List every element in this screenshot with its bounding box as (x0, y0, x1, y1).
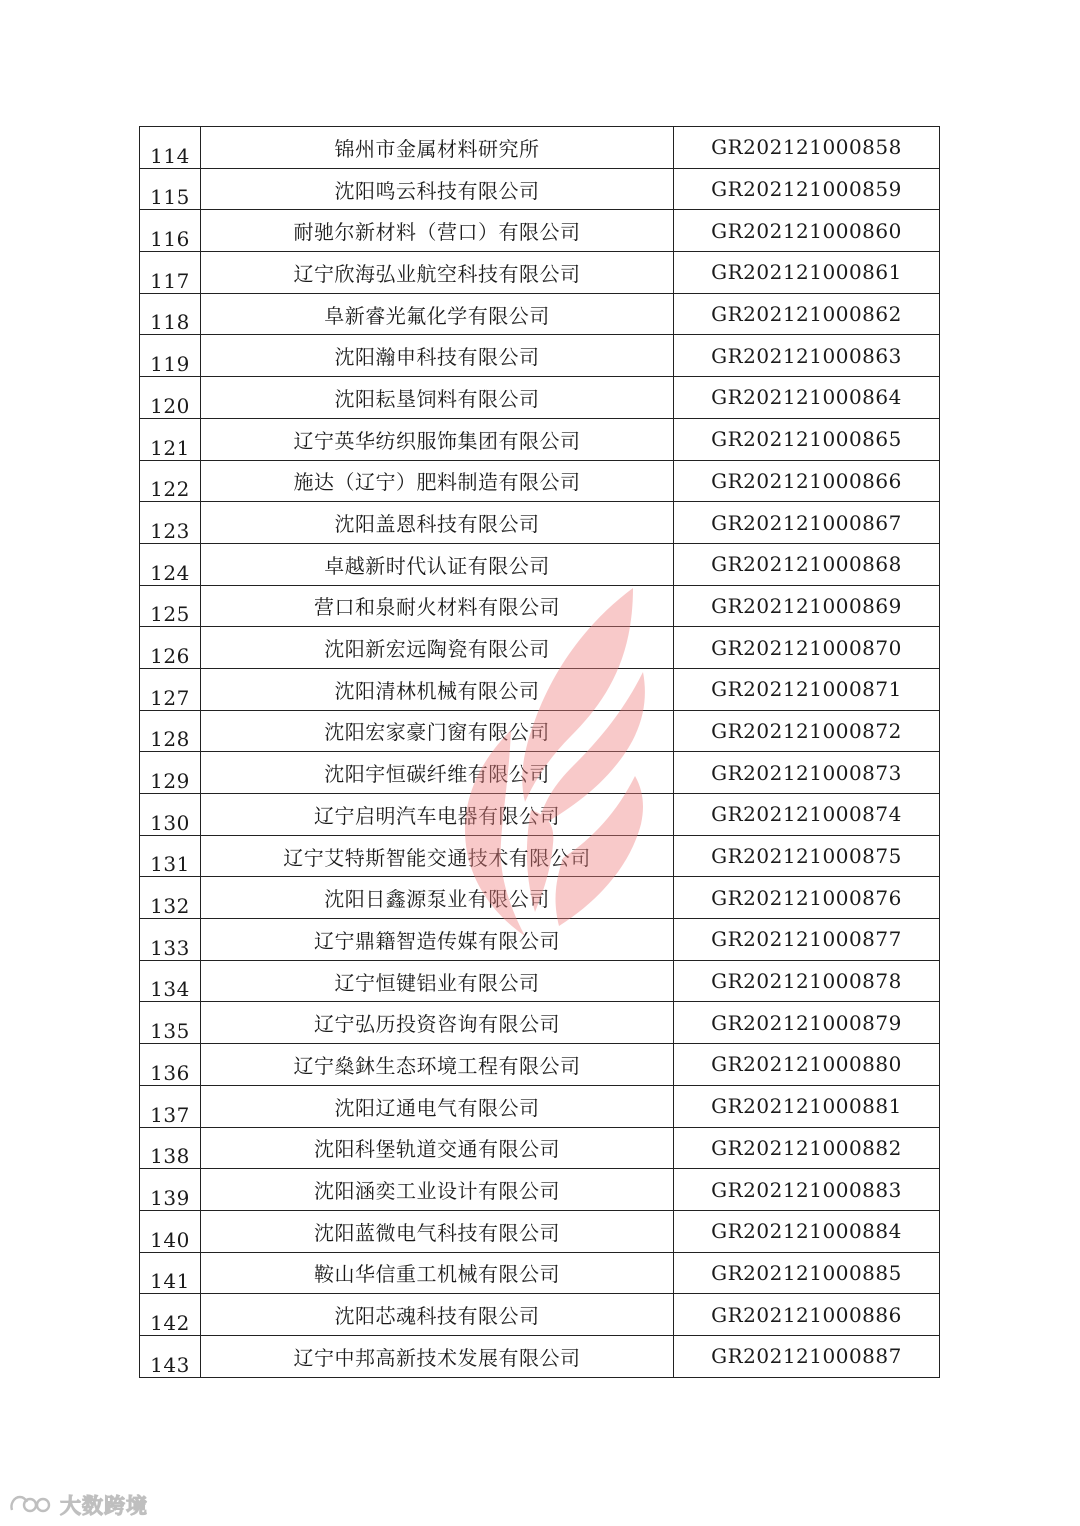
company-name: 辽宁恒键铝业有限公司 (201, 960, 674, 1002)
table-row (140, 668, 940, 710)
table-row (140, 502, 940, 544)
certificate-number: GR202121000873 (674, 752, 940, 794)
company-name: 沈阳蓝微电气科技有限公司 (201, 1210, 674, 1252)
row-number: 123 (140, 502, 201, 544)
table-row (140, 335, 940, 377)
row-number: 121 (140, 418, 201, 460)
table-row (140, 210, 940, 252)
certificate-number: GR202121000887 (674, 1335, 940, 1377)
corner-source-logo (8, 1490, 148, 1520)
table-row (140, 1210, 940, 1252)
company-table-body (140, 127, 940, 1378)
row-number: 116 (140, 210, 201, 252)
table-row (140, 710, 940, 752)
table-row (140, 293, 940, 335)
company-name: 施达（辽宁）肥料制造有限公司 (201, 460, 674, 502)
row-number: 117 (140, 252, 201, 294)
row-number: 118 (140, 293, 201, 335)
company-name: 沈阳芯魂科技有限公司 (201, 1294, 674, 1336)
table-row (140, 1294, 940, 1336)
table-row (140, 1335, 940, 1377)
row-number: 141 (140, 1252, 201, 1294)
table-row (140, 960, 940, 1002)
certificate-number: GR202121000866 (674, 460, 940, 502)
row-number: 129 (140, 752, 201, 794)
certificate-number: GR202121000880 (674, 1044, 940, 1086)
certificate-number: GR202121000881 (674, 1085, 940, 1127)
certificate-number: GR202121000865 (674, 418, 940, 460)
table-row (140, 627, 940, 669)
company-name: 辽宁弘历投资咨询有限公司 (201, 1002, 674, 1044)
row-number: 135 (140, 1002, 201, 1044)
row-number: 133 (140, 919, 201, 961)
row-number: 114 (140, 127, 201, 169)
certificate-number: GR202121000876 (674, 877, 940, 919)
certificate-number: GR202121000879 (674, 1002, 940, 1044)
row-number: 138 (140, 1127, 201, 1169)
row-number: 127 (140, 668, 201, 710)
row-number: 115 (140, 168, 201, 210)
table-row (140, 377, 940, 419)
row-number: 132 (140, 877, 201, 919)
corner-logo-text: 大数跨境 (60, 1494, 148, 1518)
row-number: 122 (140, 460, 201, 502)
table-row (140, 460, 940, 502)
certificate-number: GR202121000883 (674, 1169, 940, 1211)
row-number: 139 (140, 1169, 201, 1211)
row-number: 126 (140, 627, 201, 669)
table-row (140, 877, 940, 919)
table-row (140, 1044, 940, 1086)
table-row (140, 794, 940, 836)
company-name: 阜新睿光氟化学有限公司 (201, 293, 674, 335)
company-name: 辽宁英华纺织服饰集团有限公司 (201, 418, 674, 460)
row-number: 142 (140, 1294, 201, 1336)
certificate-number: GR202121000867 (674, 502, 940, 544)
table-row (140, 418, 940, 460)
company-name: 鞍山华信重工机械有限公司 (201, 1252, 674, 1294)
row-number: 128 (140, 710, 201, 752)
table-row (140, 543, 940, 585)
certificate-number: GR202121000874 (674, 794, 940, 836)
row-number: 120 (140, 377, 201, 419)
row-number: 124 (140, 543, 201, 585)
table-row (140, 1085, 940, 1127)
company-name: 沈阳耘垦饲料有限公司 (201, 377, 674, 419)
certificate-number: GR202121000858 (674, 127, 940, 169)
company-name: 沈阳宏家豪门窗有限公司 (201, 710, 674, 752)
table-row (140, 1127, 940, 1169)
chain-link-icon (8, 1492, 54, 1518)
row-number: 125 (140, 585, 201, 627)
company-name: 沈阳鸣云科技有限公司 (201, 168, 674, 210)
certificate-number: GR202121000885 (674, 1252, 940, 1294)
company-name: 沈阳日鑫源泵业有限公司 (201, 877, 674, 919)
row-number: 130 (140, 794, 201, 836)
table-row (140, 1169, 940, 1211)
table-row (140, 1002, 940, 1044)
company-name: 沈阳涵奕工业设计有限公司 (201, 1169, 674, 1211)
certificate-number: GR202121000864 (674, 377, 940, 419)
certificate-number: GR202121000871 (674, 668, 940, 710)
company-name: 沈阳辽通电气有限公司 (201, 1085, 674, 1127)
certificate-number: GR202121000859 (674, 168, 940, 210)
certificate-number: GR202121000860 (674, 210, 940, 252)
table-row (140, 585, 940, 627)
certificate-number: GR202121000882 (674, 1127, 940, 1169)
table-row (140, 252, 940, 294)
company-name: 沈阳新宏远陶瓷有限公司 (201, 627, 674, 669)
company-name: 营口和泉耐火材料有限公司 (201, 585, 674, 627)
certificate-number: GR202121000877 (674, 919, 940, 961)
table-row (140, 835, 940, 877)
row-number: 140 (140, 1210, 201, 1252)
certificate-number: GR202121000861 (674, 252, 940, 294)
company-name: 沈阳科堡轨道交通有限公司 (201, 1127, 674, 1169)
row-number: 134 (140, 960, 201, 1002)
company-name: 辽宁中邦高新技术发展有限公司 (201, 1335, 674, 1377)
certificate-number: GR202121000870 (674, 627, 940, 669)
company-name: 辽宁欣海弘业航空科技有限公司 (201, 252, 674, 294)
certificate-number: GR202121000875 (674, 835, 940, 877)
certificate-number: GR202121000862 (674, 293, 940, 335)
table-row (140, 127, 940, 169)
company-table (139, 126, 940, 1378)
company-name: 沈阳瀚申科技有限公司 (201, 335, 674, 377)
table-row (140, 919, 940, 961)
company-name: 沈阳清林机械有限公司 (201, 668, 674, 710)
table-row (140, 752, 940, 794)
row-number: 143 (140, 1335, 201, 1377)
company-name: 卓越新时代认证有限公司 (201, 543, 674, 585)
company-name: 锦州市金属材料研究所 (201, 127, 674, 169)
table-row (140, 1252, 940, 1294)
company-name: 辽宁燊鈢生态环境工程有限公司 (201, 1044, 674, 1086)
certificate-number: GR202121000872 (674, 710, 940, 752)
company-name: 耐驰尔新材料（营口）有限公司 (201, 210, 674, 252)
row-number: 119 (140, 335, 201, 377)
company-name: 沈阳盖恩科技有限公司 (201, 502, 674, 544)
certificate-number: GR202121000884 (674, 1210, 940, 1252)
row-number: 131 (140, 835, 201, 877)
certificate-number: GR202121000863 (674, 335, 940, 377)
row-number: 136 (140, 1044, 201, 1086)
certificate-number: GR202121000868 (674, 543, 940, 585)
certificate-number: GR202121000878 (674, 960, 940, 1002)
company-name: 辽宁启明汽车电器有限公司 (201, 794, 674, 836)
row-number: 137 (140, 1085, 201, 1127)
company-name: 辽宁艾特斯智能交通技术有限公司 (201, 835, 674, 877)
table-row (140, 168, 940, 210)
company-name: 辽宁鼎籍智造传媒有限公司 (201, 919, 674, 961)
certificate-number: GR202121000886 (674, 1294, 940, 1336)
certificate-number: GR202121000869 (674, 585, 940, 627)
company-name: 沈阳宇恒碳纤维有限公司 (201, 752, 674, 794)
